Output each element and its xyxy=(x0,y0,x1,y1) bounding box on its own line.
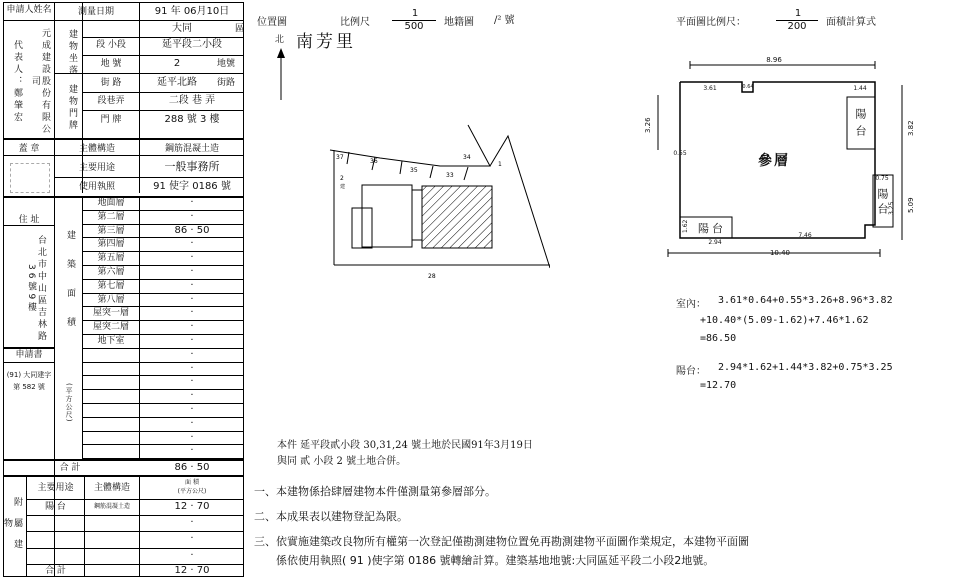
annex-area-label: 面 積 xyxy=(185,479,199,486)
main-structure: 鋼筋混凝土造 xyxy=(164,144,219,154)
lane: 二段 巷 弄 xyxy=(168,95,216,106)
lot-divider xyxy=(464,167,468,180)
address-label: 住 址 xyxy=(18,215,40,225)
neighbor-building xyxy=(362,185,412,247)
lot-number: 36 xyxy=(370,158,378,165)
floor-name: 第四層 xyxy=(97,239,125,250)
main-structure-label: 主體構造 xyxy=(78,144,115,154)
floor-area-value: · xyxy=(190,376,194,388)
north-label: 北 xyxy=(275,35,285,45)
street: 延平北路 xyxy=(157,77,197,88)
site-scale-den: 500 xyxy=(404,21,424,32)
floor-name: 第六層 xyxy=(97,267,125,277)
annex-use-label: 主要用途 xyxy=(37,483,74,493)
applicant-name: 代表人：鄭肇宏 xyxy=(12,40,22,124)
floor-name: 第二層 xyxy=(97,211,125,222)
form-divider xyxy=(139,3,140,193)
lot-number: 1 xyxy=(498,161,502,168)
floor-area-value: · xyxy=(190,348,194,360)
permit: 91 使字 0186 號 xyxy=(153,181,231,192)
dim-top-right: 1.44 xyxy=(853,85,867,92)
floor-area-value: · xyxy=(190,293,194,305)
indoor-result: =86.50 xyxy=(700,333,737,344)
annex-area: · xyxy=(190,549,194,561)
application-no: (91) 大同建字第 582 號 xyxy=(6,371,52,391)
floor-name: 參層 xyxy=(758,153,790,169)
land-no: 2 xyxy=(173,58,181,69)
annex-area: 12 · 70 xyxy=(174,501,210,512)
floor-area-value: · xyxy=(190,252,194,264)
floor-area-value: · xyxy=(190,362,194,374)
dim-top-small: 0.64 xyxy=(742,84,754,90)
floor-area-value: · xyxy=(190,417,194,429)
lot-number: 28 xyxy=(428,273,436,280)
survey-form-table xyxy=(3,2,244,577)
lot-number: 37 xyxy=(336,154,344,161)
floor-area-value: 86 · 50 xyxy=(174,224,210,236)
plan-scale-num: 1 xyxy=(794,8,802,19)
annex-label: 附屬建物 xyxy=(2,496,22,560)
lot-divider xyxy=(430,166,433,178)
note-3-cont: 係依使用執照( 91 )使字第 0186 號轉繪計算。建築基地地號:大同區延平段二小段2地號。 xyxy=(276,554,715,567)
application-label: 申請書 xyxy=(15,350,43,360)
map-no: /² 號 xyxy=(494,15,515,26)
balcony-line1: 2.94*1.62+1.44*3.82+0.75*3.25 xyxy=(718,362,893,373)
place-name: 南芳里 xyxy=(296,32,356,52)
floor-area-value: · xyxy=(190,210,194,222)
survey-date-label: 測量日期 xyxy=(77,7,114,17)
annex-area: · xyxy=(190,517,194,529)
floor-name: 第五層 xyxy=(97,253,125,264)
section-label: 段 小段 xyxy=(96,40,126,50)
dim-right-small: 0.75 xyxy=(875,175,889,182)
balcony-right2-label: 陽台 xyxy=(876,188,889,218)
district: 大同 xyxy=(172,23,192,34)
seal-stamp-area xyxy=(10,163,50,193)
permit-label: 使用執照 xyxy=(78,182,115,192)
main-use: 一般事務所 xyxy=(164,160,220,173)
floor-name: 第三層 xyxy=(97,225,125,236)
dim-left-low: 1.62 xyxy=(682,219,689,233)
area-label: 建築面積 xyxy=(65,230,75,346)
dim-top: 8.96 xyxy=(766,56,782,64)
site-scale-label: 比例尺 xyxy=(340,17,370,28)
street-suffix: 街路 xyxy=(216,78,235,88)
annex-area: · xyxy=(190,533,194,545)
applicant-label: 申請人姓名 xyxy=(6,5,52,15)
site-plan-drawing xyxy=(250,40,550,300)
floor-area-value: · xyxy=(190,431,194,443)
district-label: 區 xyxy=(234,24,244,34)
floor-area-value: · xyxy=(190,238,194,250)
lot-divider xyxy=(400,161,402,174)
floor-area-value: · xyxy=(190,307,194,319)
floor-area-value: · xyxy=(190,279,194,291)
section: 延平段二小段 xyxy=(162,39,222,50)
floor-name: 屋突一層 xyxy=(92,308,129,319)
dim-left: 3.26 xyxy=(644,117,652,133)
north-arrow-head-icon xyxy=(277,48,285,58)
balcony-left-label: 陽台 xyxy=(698,222,726,235)
lot-number: 2 xyxy=(340,175,344,182)
dim-right-long: 5.09 xyxy=(907,197,915,213)
address: 台北市中山區吉林路36號9樓 xyxy=(26,235,46,343)
floor-area-value: · xyxy=(190,445,194,457)
door-label: 建物門牌 xyxy=(67,84,77,132)
floor-area-value: · xyxy=(190,321,194,333)
lot-number: 35 xyxy=(410,167,418,174)
lane-label: 段巷弄 xyxy=(97,96,125,106)
annex-structure: 鋼筋混凝土造 xyxy=(93,503,130,510)
floor-name: 第八層 xyxy=(97,294,125,305)
balcony-calc-label: 陽台： xyxy=(676,366,706,377)
indoor-line2: +10.40*(5.09-1.62)+7.46*1.62 xyxy=(700,315,869,326)
seal-label: 蓋 章 xyxy=(18,144,40,154)
land-no-suffix: 地號 xyxy=(216,59,235,69)
floor-area-value: · xyxy=(190,197,194,208)
lot-divider xyxy=(347,152,349,164)
lot-number-sub: 建 xyxy=(340,184,346,190)
street-label: 街 路 xyxy=(100,78,122,88)
dim-left-small: 0.55 xyxy=(673,150,687,157)
area-unit: (平方公尺) xyxy=(65,383,73,423)
note-1: 一、本建物係拾肆層建物本件僅測量第參層部分。 xyxy=(254,485,496,498)
number-label: 門 牌 xyxy=(100,115,122,125)
annex-total: 12 · 70 xyxy=(174,565,210,576)
number: 288 號 3 樓 xyxy=(164,114,220,125)
total-label: 合 計 xyxy=(59,463,81,473)
survey-date: 91 年 06月10日 xyxy=(154,6,230,17)
area-calc-label: 面積計算式 xyxy=(826,17,876,28)
balcony-result: =12.70 xyxy=(700,380,737,391)
target-building-hatched xyxy=(422,186,492,248)
annex-use: 陽 台 xyxy=(45,502,66,512)
plan-scale-den: 200 xyxy=(787,21,807,32)
site-scale-num: 1 xyxy=(411,8,419,19)
main-use-label: 主要用途 xyxy=(78,163,115,173)
plan-scale-label: 平面圖比例尺： xyxy=(676,17,746,28)
dim-bottom-mid: 7.46 xyxy=(798,232,812,239)
dim-bottom-left: 2.94 xyxy=(708,239,722,246)
floor-name: 地面層 xyxy=(97,198,125,208)
note-2: 二、本成果表以建物登記為限。 xyxy=(254,510,408,523)
annex-structure-label: 主體構造 xyxy=(93,483,130,493)
floor-area-value: · xyxy=(190,266,194,277)
floor-area-value: · xyxy=(190,404,194,415)
floor-name: 屋突二層 xyxy=(92,322,129,333)
indoor-line1: 3.61*0.64+0.55*3.26+8.96*3.82 xyxy=(718,295,893,306)
applicant-company: 元成建設股份有限公司 xyxy=(30,28,50,136)
indoor-label: 室內： xyxy=(676,299,706,310)
total: 86 · 50 xyxy=(174,462,210,473)
location-label: 建物坐落 xyxy=(67,28,77,77)
floor-area-value: · xyxy=(190,390,194,402)
balcony-right-label: 陽台 xyxy=(854,108,867,142)
annex-area-unit: (平方公尺) xyxy=(177,488,207,495)
dim-right-side: 3.25 xyxy=(888,201,895,215)
dim-bottom: 10.40 xyxy=(769,249,791,257)
floor-name: 第七層 xyxy=(97,280,125,291)
floor-area-value: · xyxy=(190,335,194,346)
floor-name: 地下室 xyxy=(97,336,125,346)
merge-note-line1: 本件 延平段貳小段 30,31,24 號土地於民國91年3月19日 xyxy=(277,440,533,451)
dim-right-top: 3.82 xyxy=(907,120,915,136)
annex-total-label: 合 計 xyxy=(45,566,66,576)
site-plan-title: 位置圖 xyxy=(257,17,287,28)
lot-number: 33 xyxy=(446,172,454,179)
land-no-label: 地 號 xyxy=(100,59,122,69)
dim-top-left: 3.61 xyxy=(703,85,717,92)
lot-number: 34 xyxy=(463,154,471,161)
merge-note-line2: 與同 貳 小段 2 號土地合併。 xyxy=(277,456,407,467)
road-boundary xyxy=(490,136,550,268)
note-3: 三、依實施建築改良物所有權第一次登記僅勘測建物位置免再勘測建物平面圖作業規定，本建物平面圖 xyxy=(254,535,749,548)
map-label: 地籍圖 xyxy=(444,17,474,28)
